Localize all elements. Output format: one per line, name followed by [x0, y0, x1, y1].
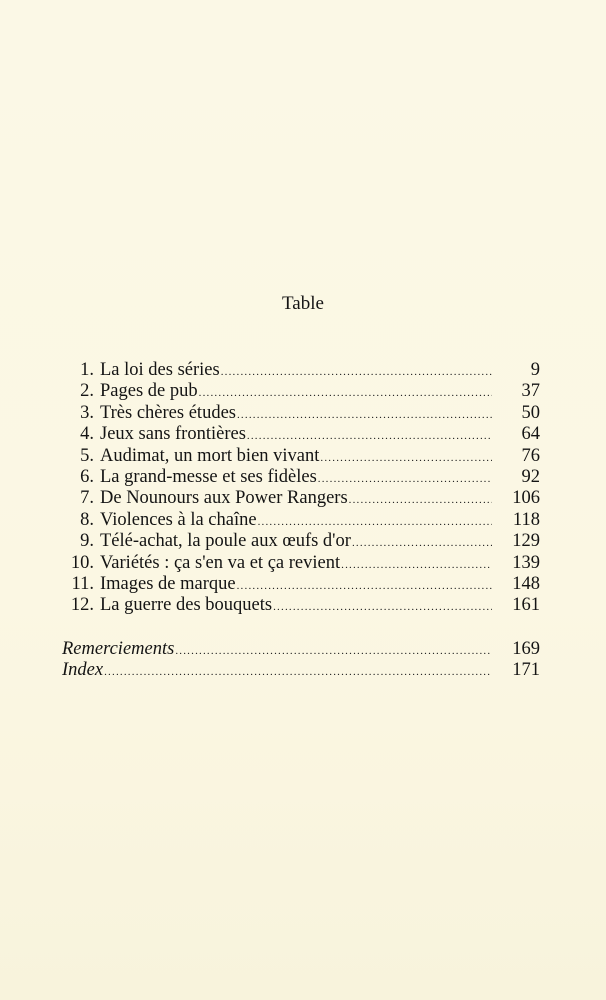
dot-leader	[352, 533, 492, 554]
dot-leader	[258, 512, 492, 533]
section-spacer	[62, 617, 540, 639]
dot-leader	[318, 469, 492, 490]
chapter-title: La grand-messe et ses fidèles	[100, 466, 317, 487]
page-number: 92	[521, 466, 540, 487]
page-number: 139	[512, 552, 540, 573]
toc-entry	[62, 510, 540, 531]
toc-entry	[62, 574, 540, 595]
dot-leader	[349, 490, 492, 511]
page-number: 161	[512, 595, 540, 616]
dot-leader	[273, 597, 492, 618]
toc-entry	[62, 531, 540, 552]
chapter-number: 5.	[80, 445, 94, 466]
toc-entry	[62, 553, 540, 574]
chapter-title: La loi des séries	[100, 360, 220, 380]
page-title: Table	[282, 293, 324, 314]
toc-entry	[62, 424, 540, 445]
dot-leader	[221, 362, 492, 383]
chapter-title: Violences à la chaîne	[100, 509, 257, 530]
chapter-number: 3.	[80, 402, 94, 423]
page-number: 37	[521, 381, 540, 402]
toc-entry-back-matter	[62, 639, 540, 660]
page-number: 106	[512, 488, 540, 509]
back-matter-title: Index	[62, 660, 104, 681]
chapter-title: La guerre des bouquets	[100, 595, 273, 616]
toc-entry	[62, 446, 540, 467]
dot-leader	[104, 662, 492, 683]
chapter-title: De Nounours aux Power Rangers	[100, 488, 348, 509]
page-number: 118	[512, 509, 540, 530]
dot-leader	[341, 555, 492, 576]
chapter-title: Audimat, un mort bien vivant	[100, 445, 320, 466]
chapter-title: Très chères études	[100, 402, 236, 423]
page-number: 50	[521, 402, 540, 423]
chapter-title: Variétés : ça s'en va et ça revient	[100, 552, 341, 573]
chapter-number: 9.	[80, 531, 94, 552]
toc-entry	[62, 360, 540, 381]
page-number: 76	[521, 445, 540, 466]
dot-leader	[199, 383, 492, 404]
chapter-title: Télé-achat, la poule aux œufs d'or	[100, 531, 351, 552]
chapter-title: Images de marque	[100, 573, 236, 594]
toc-entry	[62, 595, 540, 616]
dot-leader	[247, 426, 492, 447]
chapter-number: 4.	[80, 424, 94, 445]
chapter-number: 8.	[80, 509, 94, 530]
chapter-number: 7.	[80, 488, 94, 509]
table-of-contents	[62, 360, 540, 681]
dot-leader	[237, 576, 492, 597]
toc-entry	[62, 488, 540, 509]
page-number: 169	[512, 638, 540, 659]
toc-entry-back-matter	[62, 660, 540, 681]
dot-leader	[320, 448, 492, 469]
page-number: 64	[521, 424, 540, 445]
page-number: 129	[512, 531, 540, 552]
dot-leader	[175, 641, 492, 662]
chapter-number: 11.	[71, 573, 94, 594]
toc-entry	[62, 381, 540, 402]
chapter-title: Jeux sans frontières	[100, 424, 246, 445]
chapter-number: 1.	[80, 360, 94, 380]
chapter-number: 12.	[70, 595, 94, 616]
back-matter-title: Remerciements	[62, 638, 175, 659]
page-number: 171	[512, 660, 540, 681]
chapter-number: 6.	[80, 466, 94, 487]
dot-leader	[237, 405, 492, 426]
page-number: 9	[530, 360, 540, 380]
chapter-title: Pages de pub	[100, 381, 198, 402]
page-number: 148	[512, 573, 540, 594]
toc-entry	[62, 467, 540, 488]
chapter-number: 2.	[80, 381, 94, 402]
toc-entry	[62, 403, 540, 424]
chapter-number: 10.	[70, 552, 94, 573]
